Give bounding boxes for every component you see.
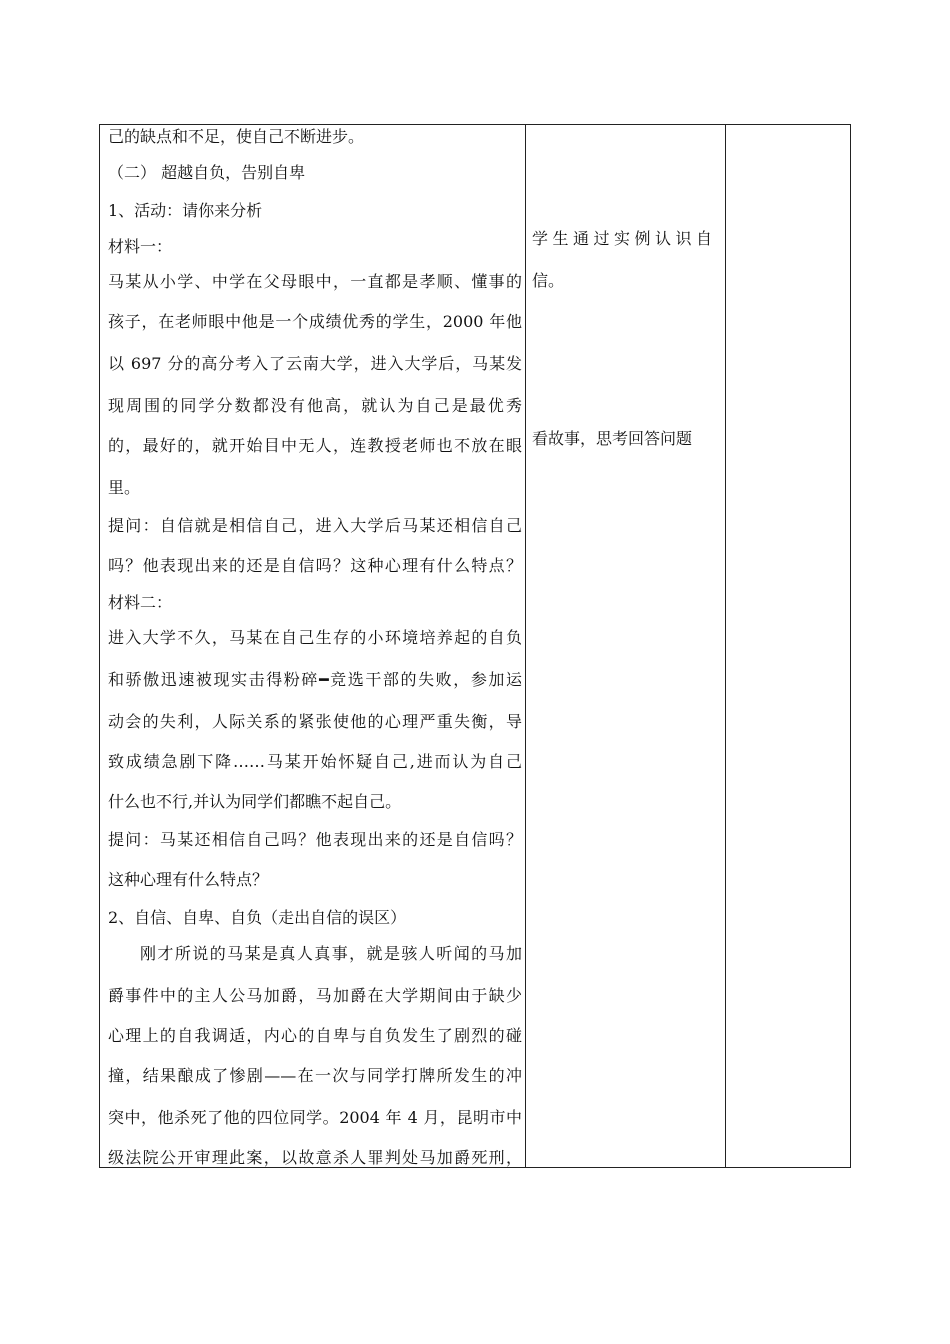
text-line: 以 697 分的高分考入了云南大学，进入大学后，马某发: [108, 354, 522, 373]
question-line: 这种心理有什么特点？: [108, 870, 269, 889]
text-line: 动会的失利，人际关系的紧张使他的心理严重失衡，导: [108, 712, 522, 731]
text-line: 进入大学不久，马某在自己生存的小环境培养起的自负: [108, 628, 522, 647]
activity-heading: 1、活动：请你来分析: [108, 201, 263, 220]
text-line: 什么也不行,并认为同学们都瞧不起自己。: [108, 792, 402, 811]
text-line: 突中，他杀死了他的四位同学。2004 年 4 月，昆明市中: [108, 1108, 522, 1127]
text-line: 爵事件中的主人公马加爵，马加爵在大学期间由于缺少: [108, 986, 522, 1005]
text-line: 里。: [108, 478, 141, 497]
material-label: 材料二：: [108, 593, 173, 612]
text-line: 孩子，在老师眼中他是一个成绩优秀的学生，2000 年他: [108, 312, 522, 331]
text-line: 和骄傲迅速被现实击得粉碎━竞选干部的失败，参加运: [108, 670, 522, 689]
section-heading: （二） 超越自负，告别自卑: [108, 163, 306, 182]
column-divider: [525, 125, 526, 1167]
question-line: 提问：自信就是相信自己，进入大学后马某还相信自己: [108, 516, 522, 535]
question-line: 吗？他表现出来的还是自信吗？这种心理有什么特点？: [108, 556, 522, 575]
text-line: 心理上的自我调适，内心的自卑与自负发生了剧烈的碰: [108, 1026, 522, 1045]
student-activity-line: 看故事，思考回答问题: [532, 429, 693, 448]
text-line: 级法院公开审理此案，以故意杀人罪判处马加爵死刑，: [108, 1148, 522, 1167]
lesson-table: [99, 124, 851, 1168]
text-line: 现周围的同学分数都没有他高，就认为自己是最优秀: [108, 396, 522, 415]
section-heading: 2、自信、自卑、自负（走出自信的误区）: [108, 908, 407, 927]
question-line: 提问：马某还相信自己吗？他表现出来的还是自信吗？: [108, 830, 522, 849]
text-line: 撞，结果酿成了惨剧——在一次与同学打牌所发生的冲: [108, 1066, 522, 1085]
text-line: 己的缺点和不足，使自己不断进步。: [108, 127, 365, 146]
column-divider: [725, 125, 726, 1167]
text-line: 的，最好的，就开始目中无人，连教授老师也不放在眼: [108, 436, 522, 455]
student-activity-line: 学生通过实例认识自: [532, 229, 712, 248]
student-activity-line: 信。: [532, 271, 565, 290]
text-line: 马某从小学、中学在父母眼中，一直都是孝顺、懂事的: [108, 272, 522, 291]
text-line: 致成绩急剧下降……马某开始怀疑自己,进而认为自己: [108, 752, 522, 771]
material-label: 材料一：: [108, 237, 173, 256]
text-line: 刚才所说的马某是真人真事，就是骇人听闻的马加: [140, 944, 522, 963]
